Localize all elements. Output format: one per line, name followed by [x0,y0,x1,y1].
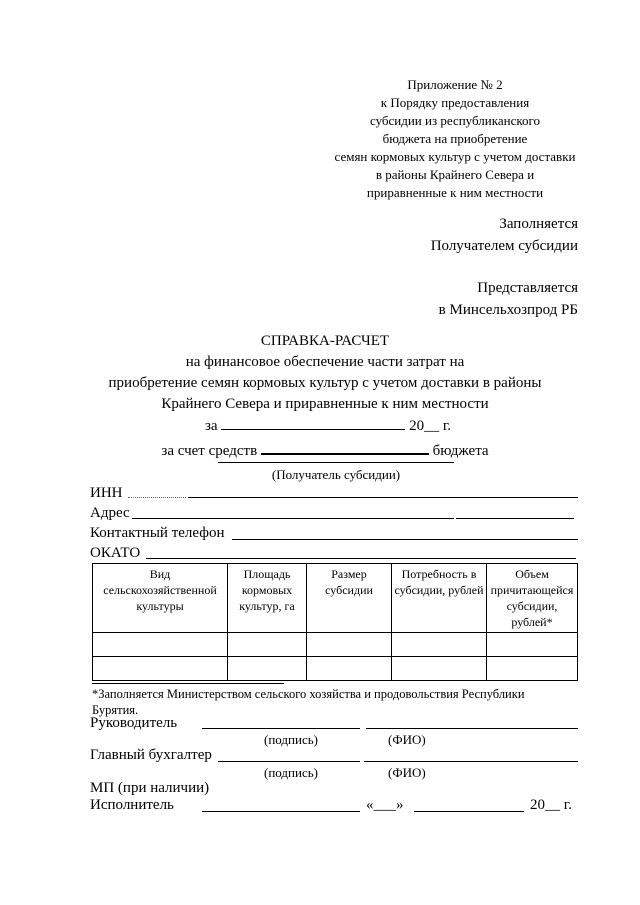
title-main: СПРАВКА-РАСЧЕТ [260,333,390,349]
header-subsidy-amount [487,564,578,633]
annex-line: бюджета на приобретение [382,131,528,146]
header-subsidy-need [392,564,487,633]
executor-label: Исполнитель [90,797,174,813]
header-text: субсидии, рублей [394,583,484,597]
filled-by-line1: Заполняется [499,216,578,232]
recipient-caption: (Получатель субсидии) [271,467,401,482]
header-subsidy-rate [307,564,392,633]
annex-line: Приложение № 2 [407,77,503,92]
header-text: сельскохозяйственной [103,583,217,597]
head-name-input[interactable] [366,728,578,729]
table-cell[interactable] [228,657,307,681]
header-text: субсидии [325,583,373,597]
annex-line: в районы Крайнего Севера и [375,167,535,182]
okato-input[interactable] [146,558,576,559]
header-area [228,564,307,633]
header-text: культуры [136,599,184,613]
phone-input[interactable] [232,539,578,540]
executor-date-month-input[interactable] [414,811,524,812]
table-row [93,633,578,657]
table-cell[interactable] [307,657,392,681]
accountant-name-input[interactable] [364,761,578,762]
address-label: Адрес [90,505,130,521]
header-text: Вид [149,567,171,581]
filled-by-note [431,213,578,257]
table-cell[interactable] [93,657,228,681]
table-header-row [93,564,578,633]
header-text: причитающейся [490,583,574,597]
header-text: Размер [331,567,367,581]
head-label: Руководитель [90,715,178,731]
recipient-input[interactable] [218,462,454,463]
table-cell[interactable] [392,657,487,681]
period-prefix: за [204,418,218,434]
table-cell[interactable] [487,633,578,657]
funds-prefix: за счет средств [161,443,258,459]
header-text: Объем [515,567,549,581]
accountant-signature-caption: (подпись) [264,765,318,780]
submitted-to-note [439,277,578,321]
head-signature-caption: (подпись) [264,732,318,747]
header-text: Потребность в [401,567,477,581]
head-signature-input[interactable] [202,728,360,729]
header-text: культур, га [239,599,295,613]
funds-line [60,439,590,462]
footnote-line2: Бурятия. [92,703,139,717]
head-name-caption: (ФИО) [388,732,426,747]
inn-dotted-line [128,497,186,498]
document-title [60,331,590,462]
accountant-signature-input[interactable] [218,761,360,762]
phone-label: Контактный телефон [90,525,225,541]
annex-line: приравненные к ним местности [366,185,544,200]
header-text: кормовых [241,583,293,597]
address-input[interactable] [132,518,454,519]
footnote-separator [92,683,284,684]
executor-input[interactable] [202,811,360,812]
table-cell[interactable] [487,657,578,681]
budget-input[interactable] [261,439,429,455]
header-text: субсидии, рублей* [506,599,558,629]
submitted-to-line2: в Минсельхозпрод РБ [438,302,578,318]
table-cell[interactable] [392,633,487,657]
inn-input[interactable] [188,497,578,498]
table-row [93,657,578,681]
executor-date-day[interactable]: «___» [366,797,404,813]
table-cell[interactable] [307,633,392,657]
header-crop-type [93,564,228,633]
seal-label: МП (при наличии) [90,780,210,796]
table-cell[interactable] [228,633,307,657]
accountant-name-caption: (ФИО) [388,765,426,780]
header-text: Площадь [243,567,291,581]
table-cell[interactable] [93,633,228,657]
annex-line: к Порядку предоставления [380,95,530,110]
calculation-table [92,563,578,681]
title-line2: приобретение семян кормовых культур с учетом доставки в районы [108,375,542,391]
okato-label: ОКАТО [90,545,141,561]
period-input[interactable] [221,415,405,430]
chief-accountant-label: Главный бухгалтер [90,747,212,763]
funds-suffix: бюджета [432,443,489,459]
title-line1: на финансовое обеспечение части затрат на [185,354,465,370]
submitted-to-line1: Представляется [477,280,578,296]
executor-date-year: 20__ г. [530,797,572,813]
annex-header [300,76,610,202]
address-input-extra[interactable] [456,518,574,519]
inn-label: ИНН [90,485,123,501]
annex-line: семян кормовых культур с учетом доставки [334,149,576,164]
title-line3: Крайнего Севера и приравненные к ним местности [161,396,489,412]
filled-by-line2: Получателем субсидии [430,238,578,254]
footnote-line1: *Заполняется Министерством сельского хозяйства и продовольствия Республики [92,687,525,701]
period-line [60,415,590,437]
annex-line: субсидии из республиканского [369,113,541,128]
period-year: 20__ г. [409,418,452,434]
